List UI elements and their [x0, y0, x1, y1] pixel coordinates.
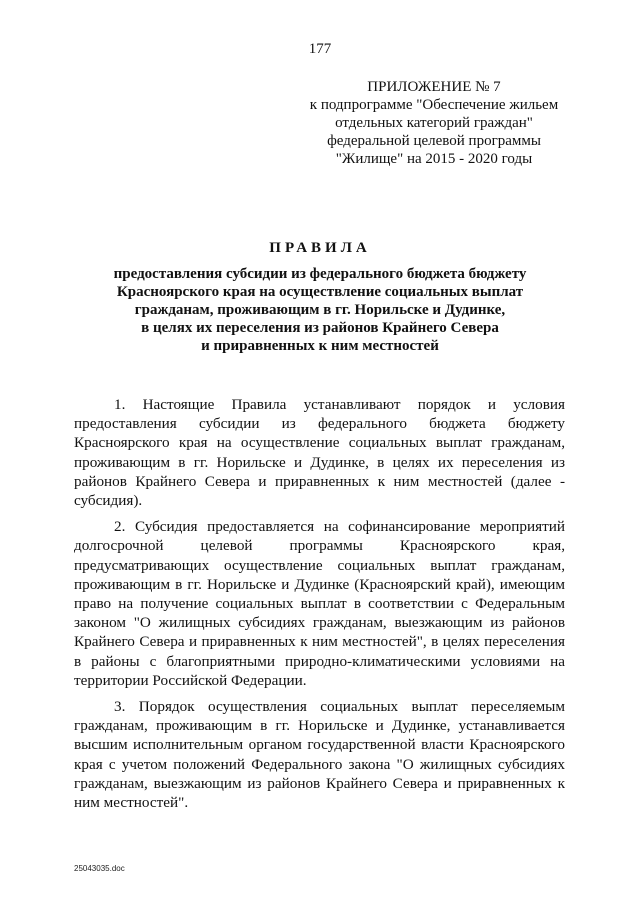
appendix-line: к подпрограмме "Обеспечение жильем	[309, 97, 559, 113]
subtitle-line: в целях их переселения из районов Крайнего Севера	[141, 320, 499, 336]
document-body	[74, 395, 565, 819]
subtitle-line: гражданам, проживающим в гг. Норильске и Дудинке,	[134, 302, 506, 318]
appendix-line: "Жилище" на 2015 - 2020 годы	[335, 151, 533, 167]
appendix-line: отдельных категорий граждан"	[335, 115, 533, 131]
paragraph-1: 1. Настоящие Правила устанавливают порядок и условия предоставления субсидии из федерального бюджета бюджету Красноярского края на осуществление социальных выплат гражданам, проживающим в гг. Норильске и Дудинке, в целях их переселения из районов Крайнего Севера и приравненных к ним местностей (далее - субсидия).	[74, 396, 565, 510]
subtitle-line: Красноярского края на осуществление социальных выплат	[116, 284, 524, 300]
paragraph-3: 3. Порядок осуществления социальных выплат переселяемым гражданам, проживающим в гг. Норильске и Дудинке, устанавливается высшим исполнительным органом государственной власти Красноярского края с учетом положений Федерального закона "О жилищных субсидиях гражданам, выезжающим из районов Крайнего Севера и приравненных к ним местностей".	[74, 698, 565, 812]
document-subtitle	[60, 265, 580, 355]
appendix-block	[300, 78, 568, 168]
appendix-line: ПРИЛОЖЕНИЕ № 7	[367, 79, 501, 95]
page-number: 177	[308, 41, 332, 57]
document-title: ПРАВИЛА	[269, 240, 371, 256]
appendix-line: федеральной целевой программы	[327, 133, 541, 149]
subtitle-line: и приравненных к ним местностей	[201, 338, 439, 354]
footer-filename: 25043035.doc	[74, 864, 125, 873]
paragraph-2: 2. Субсидия предоставляется на софинансирование мероприятий долгосрочной целевой программы Красноярского края, предусматривающих осуществление социальных выплат гражданам, проживающим в гг. Норильске и Дудинке (Красноярский край), имеющим право на получение социальных выплат в соответствии с Федеральным законом "О жилищных субсидиях гражданам, выезжающим из районов Крайнего Севера и приравненных к ним местностей", в целях переселения в районы с благоприятными природно-климатическими условиями на территории Российской Федерации.	[74, 518, 565, 689]
subtitle-line: предоставления субсидии из федерального бюджета бюджету	[113, 266, 527, 282]
